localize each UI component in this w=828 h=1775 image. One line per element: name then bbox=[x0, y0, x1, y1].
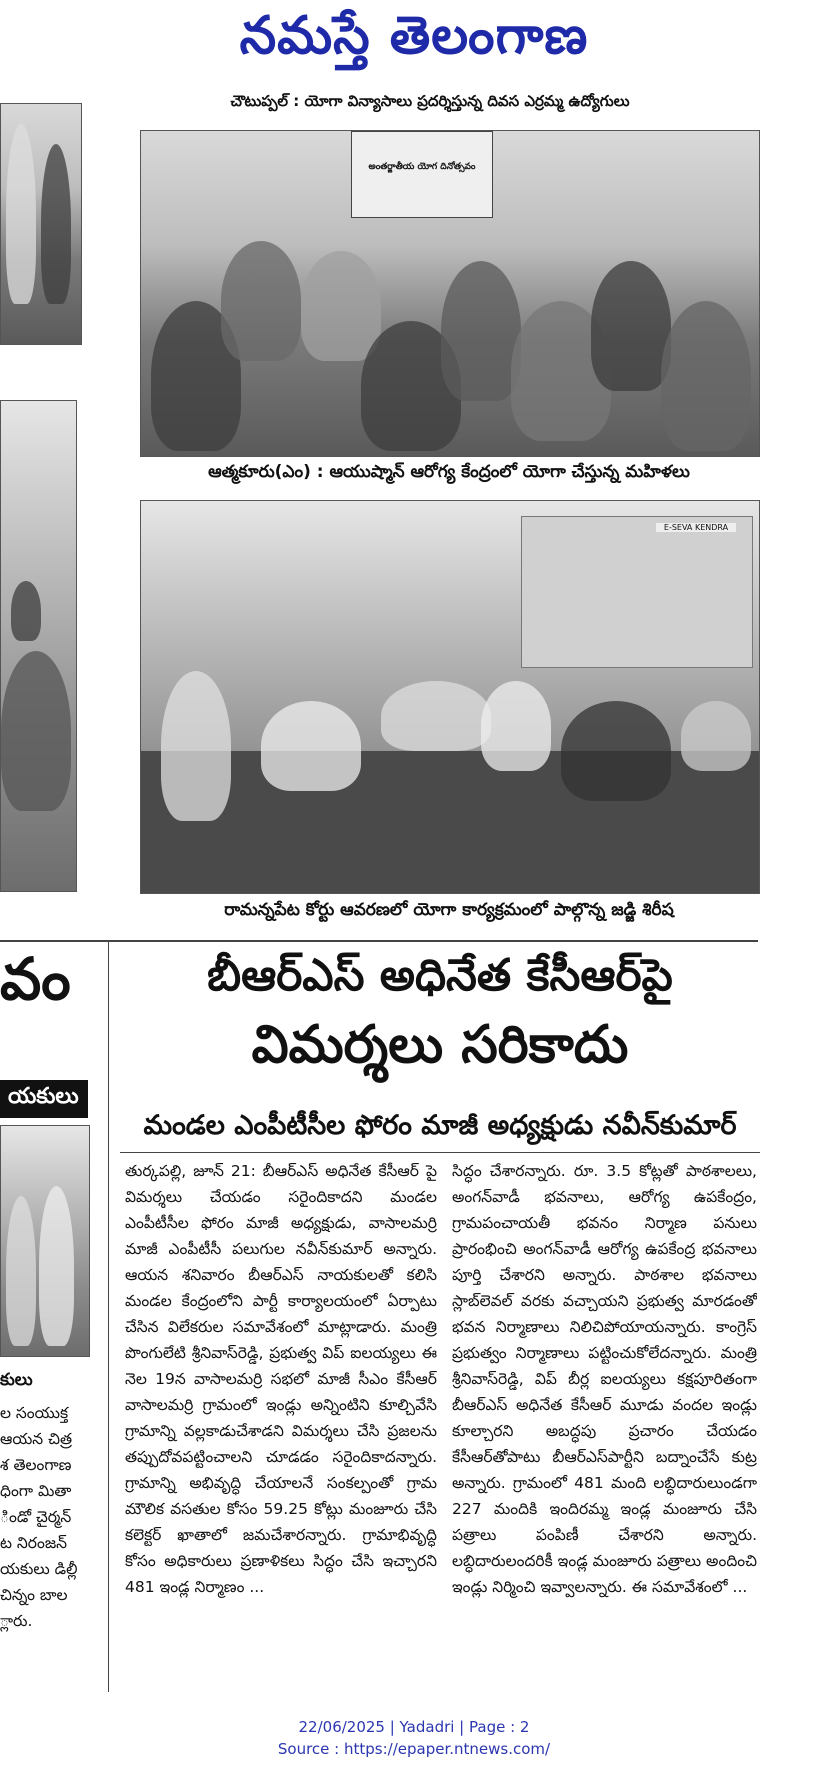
left-line: ిండో చైర్మన్ bbox=[0, 1508, 72, 1526]
article-headline-line1: బీఆర్ఎస్ అధినేత కేసీఆర్‌పై bbox=[207, 950, 673, 1001]
article-col2-text: సిద్ధం చేశారన్నారు. రూ. 3.5 కోట్లతో పాఠశాలలు, అంగన్‌వాడీ భవనాలు, ఆరోగ్య ఉపకేంద్రం, గ్రామపంచాయతీ భవనం నిర్మాణ పనులు ప్రారంభించి అంగన్‌వాడీ ఆరోగ్య ఉపకేంద్ర భవనాలు పూర్తి చేశారని అన్నారు. పాఠశాల భవనాలు స్లాబ్‌లెవల్ వరకు వచ్చాయని ప్రభుత్వ మారడంతో భవన నిర్మాణాలు నిలిచిపోయాయన్నారు. కాంగ్రెస్ ప్రభుత్వం నిర్మాణాలు పట్టించుకోలేదన్నారు. మంత్రి శ్రీనివాస్‌రెడ్డి, విప్ బీర్ల ఐలయ్యలు కక్షపూరితంగా బీఆర్ఎస్ అధినేత కేసీఆర్ మూడు వందల ఇండ్లు కూల్చారని అబద్ధపు ప్రచారం చేయడం కేసీఆర్‌తోపాటు బీఆర్ఎస్‌పార్టీని బద్నాంచేసే కుట్ర అన్నారు. గ్రామంలో 481 మంది లబ్ధిదారులుండగా 227 మందికి ఇందిరమ్మ ఇండ్ల మంజూరు చేసి పత్రాలు పంపిణీ చేశారని అన్నారు. లబ్ధిదారులందరికీ ఇండ్ల మంజూరు పత్రాలు అందించి ఇండ్లు నిర్మించి ఇవ్వాలన్నారు. ఈ సమావేశంలో ... bbox=[452, 1162, 757, 1596]
left-line: ల సంయుక్త bbox=[0, 1404, 69, 1422]
article-column-1 bbox=[125, 1158, 437, 1693]
article-subhead: మండల ఎంపీటీసీల ఫోరం మాజీ అధ్యక్షుడు నవీన్‌కుమార్ bbox=[143, 1110, 737, 1141]
left-text-fragment bbox=[0, 1400, 92, 1634]
left-heading-fragment: వం bbox=[0, 945, 71, 1013]
photo1-caption: ఆత్మకూరు(ఎం) : ఆయుష్మాన్ ఆరోగ్య కేంద్రంలో యోగా చేస్తున్న మహిళలు bbox=[208, 462, 690, 482]
left-photo-top bbox=[0, 103, 82, 345]
left-line: ట నిరంజన్ bbox=[0, 1534, 68, 1552]
yoga-photo-court bbox=[140, 500, 760, 894]
article-column-2 bbox=[452, 1158, 757, 1693]
left-photo-middle bbox=[0, 400, 77, 892]
article-col1-text: తుర్కపల్లి, జూన్ 21: బీఆర్ఎస్ అధినేత కేసీఆర్ పై విమర్శలు చేయడం సరైందికాదని మండల ఎంపీటీసీల ఫోరం మాజీ అధ్యక్షుడు, వాసాలమర్రి మాజీ ఎంపీటీసీ పలుగుల నవీన్‌కుమార్ అన్నారు. ఆయన శనివారం బీఆర్ఎస్ నాయకులతో కలిసి మండల కేంద్రంలోని పార్టీ కార్యాలయంలో ఏర్పాటు చేసిన విలేకరుల సమావేశంలో మాట్లాడారు. మంత్రి పొంగులేటి శ్రీనివాస్‌రెడ్డి, ప్రభుత్వ విప్ ఐలయ్యలు ఈ నెల 19న వాసాలమర్రి సభలో మాజీ సీఎం కేసీఆర్ వాసాలమర్రి గ్రామంలో ఇండ్లు అన్నింటిని కూల్చివేసి గ్రామాన్ని వల్లకాడుచేశాడని విమర్శలు చేసి ప్రజలను తప్పుదోవపట్టించాలని చూడడం సరైందికాదన్నారు. గ్రామాన్ని అభివృద్ధి చేయాలనే సంకల్పంతో గ్రామ మౌలిక వసతుల కోసం 59.25 కోట్లు మంజూరు చేసి కలెక్టర్ ఖాతాలో జమచేశారన్నారు. గ్రామాభివృద్ధి కోసం అధికారులు ప్రణాళికలు సిద్ధం చేసి ఇచ్చారని 481 ఇండ్ల నిర్మాణం ... bbox=[125, 1162, 437, 1596]
yoga-day-banner bbox=[351, 131, 493, 218]
section-divider bbox=[0, 940, 758, 942]
subhead-rule bbox=[120, 1152, 760, 1153]
footer-date-edition: 22/06/2025 | Yadadri | Page : 2 bbox=[298, 1718, 530, 1736]
column-divider bbox=[108, 942, 109, 1692]
photo-top-caption: చౌటుప్పల్ : యోగా విన్యాసాలు ప్రదర్శిస్తున్న దివస ఎర్రమ్మ ఉద్యోగులు bbox=[230, 92, 630, 110]
newspaper-title: నమస్తే తెలంగాణ bbox=[239, 6, 589, 66]
left-line: శ తెలంగాణ bbox=[0, 1456, 72, 1474]
left-line: చిన్నం బాల bbox=[0, 1586, 68, 1604]
eseva-sign: E-SEVA KENDRA bbox=[656, 523, 736, 532]
left-line: ధింగా మితా bbox=[0, 1482, 72, 1500]
yoga-photo-women bbox=[140, 130, 760, 457]
left-line: ్లారు. bbox=[0, 1612, 33, 1630]
left-line: యకులు డిల్లీ bbox=[0, 1560, 78, 1578]
left-caption-fragment: కులు bbox=[0, 1370, 33, 1390]
left-photo-bottom bbox=[0, 1125, 90, 1357]
left-label-fragment: యకులు bbox=[0, 1080, 88, 1118]
left-line: ఆయన చిత్ర bbox=[0, 1430, 73, 1448]
masthead bbox=[0, 0, 828, 82]
photo2-caption: రామన్నపేట కోర్టు ఆవరణలో యోగా కార్యక్రమంలో పాల్గొన్న జడ్జి శిరీష bbox=[224, 900, 674, 920]
article-headline-line2: విమర్శలు సరికాదు bbox=[251, 1015, 629, 1075]
footer-source: Source : https://epaper.ntnews.com/ bbox=[277, 1740, 551, 1758]
banner-text: అంతర్జాతీయ యోగ దినోత్సవం bbox=[368, 162, 476, 172]
